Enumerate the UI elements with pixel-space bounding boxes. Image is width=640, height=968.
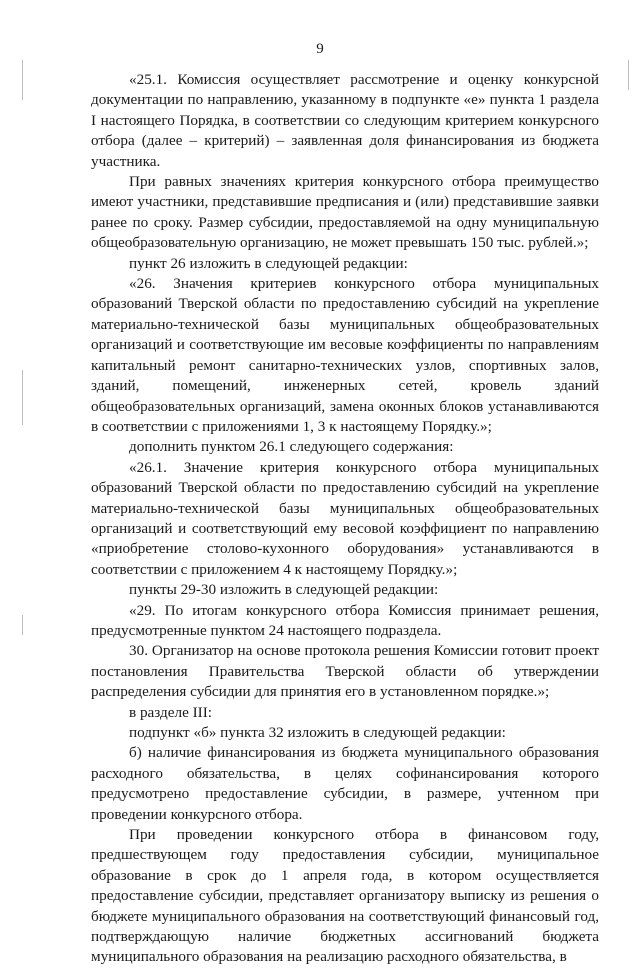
paragraph-section-iii: в разделе III: (129, 703, 213, 721)
paragraph-financial-year: При проведении конкурсного отбора в финансовом году, предшествующем году предоставления субсидии, муниципальное образование в срок до 1 апреля года, в котором осуществляется предоставление субсидии, представляет организатору выписку из решения о бюджете муниципального образования на соответствующий финансовый год, подтверждающую наличие бюджетных ассигнований бюджета муниципального образования на реализацию расходного обязательства, в (91, 826, 599, 966)
scan-edge-mark-middle (22, 370, 23, 425)
scan-edge-mark-top (22, 60, 23, 100)
paragraph-subpoint-b-intro: подпункт «б» пункта 32 изложить в следующей редакции: (129, 724, 506, 741)
paragraph-equal-criteria: При равных значениях критерия конкурсного отбора преимущество имеют участники, представившие предписания и (или) представившие заявки ранее по сроку. Размер субсидии, предоставляемой на одну муниципальную общеобразовательную организацию, не может превышать 150 тыс. рублей.»; (91, 173, 599, 252)
paragraph-29: «29. По итогам конкурсного отбора Комиссия принимает решения, предусмотренные пунктом 24 настоящего подраздела. (91, 601, 599, 639)
paragraph-point-26-intro: пункт 26 изложить в следующей редакции: (129, 254, 408, 272)
paragraph-subpoint-b: б) наличие финансирования из бюджета муниципального образования расходного обязательства, в целях софинансирования которого предусмотрено предоставление субсидии, в размере, учтенном при проведении конкурсного отбора. (91, 744, 599, 823)
paragraph-25-1: «25.1. Комиссия осуществляет рассмотрение и оценку конкурсной документации по направлению, указанному в подпункте «е» пункта 1 раздела I настоящего Порядка, в соответствии со следующим критерием конкурсного отбора (далее – критерий) – заявленная доля финансирования из бюджета участника. (91, 71, 599, 170)
scan-edge-mark-bottom (22, 615, 23, 635)
paragraph-30: 30. Организатор на основе протокола решения Комиссии готовит проект постановления Правительства Тверской области об утверждении распределения субсидии для принятия его в установленном порядке.»; (91, 642, 599, 701)
paragraph-26: «26. Значения критериев конкурсного отбора муниципальных образований Тверской области по предоставлению субсидий на укрепление материально-технической базы муниципальных общеобразовательных организаций и соответствующие им весовые коэффициенты по направлениям капитальный ремонт санитарно-технических узлов, спортивных залов, зданий, помещений, инженерных сетей, кровель зданий общеобразовательных организаций, замена оконных блоков устанавливаются в соответствии с приложениями 1, 3 к настоящему Порядку.»; (91, 275, 599, 435)
page-number: 9 (316, 41, 324, 57)
paragraph-add-26-1-intro: дополнить пунктом 26.1 следующего содержания: (129, 438, 454, 456)
scan-edge-mark-right (628, 60, 629, 90)
paragraph-26-1: «26.1. Значение критерия конкурсного отбора муниципальных образований Тверской области по предоставлению субсидий на укрепление материально-технической базы муниципальных общеобразовательных организаций и соответствующий ему весовой коэффициент по направлению «приобретение столово-кухонного оборудования» устанавливаются в соответствии с приложением 4 к настоящему Порядку.»; (91, 458, 599, 578)
paragraph-points-29-30-intro: пункты 29-30 изложить в следующей редакции: (129, 581, 439, 599)
document-body (91, 70, 599, 968)
